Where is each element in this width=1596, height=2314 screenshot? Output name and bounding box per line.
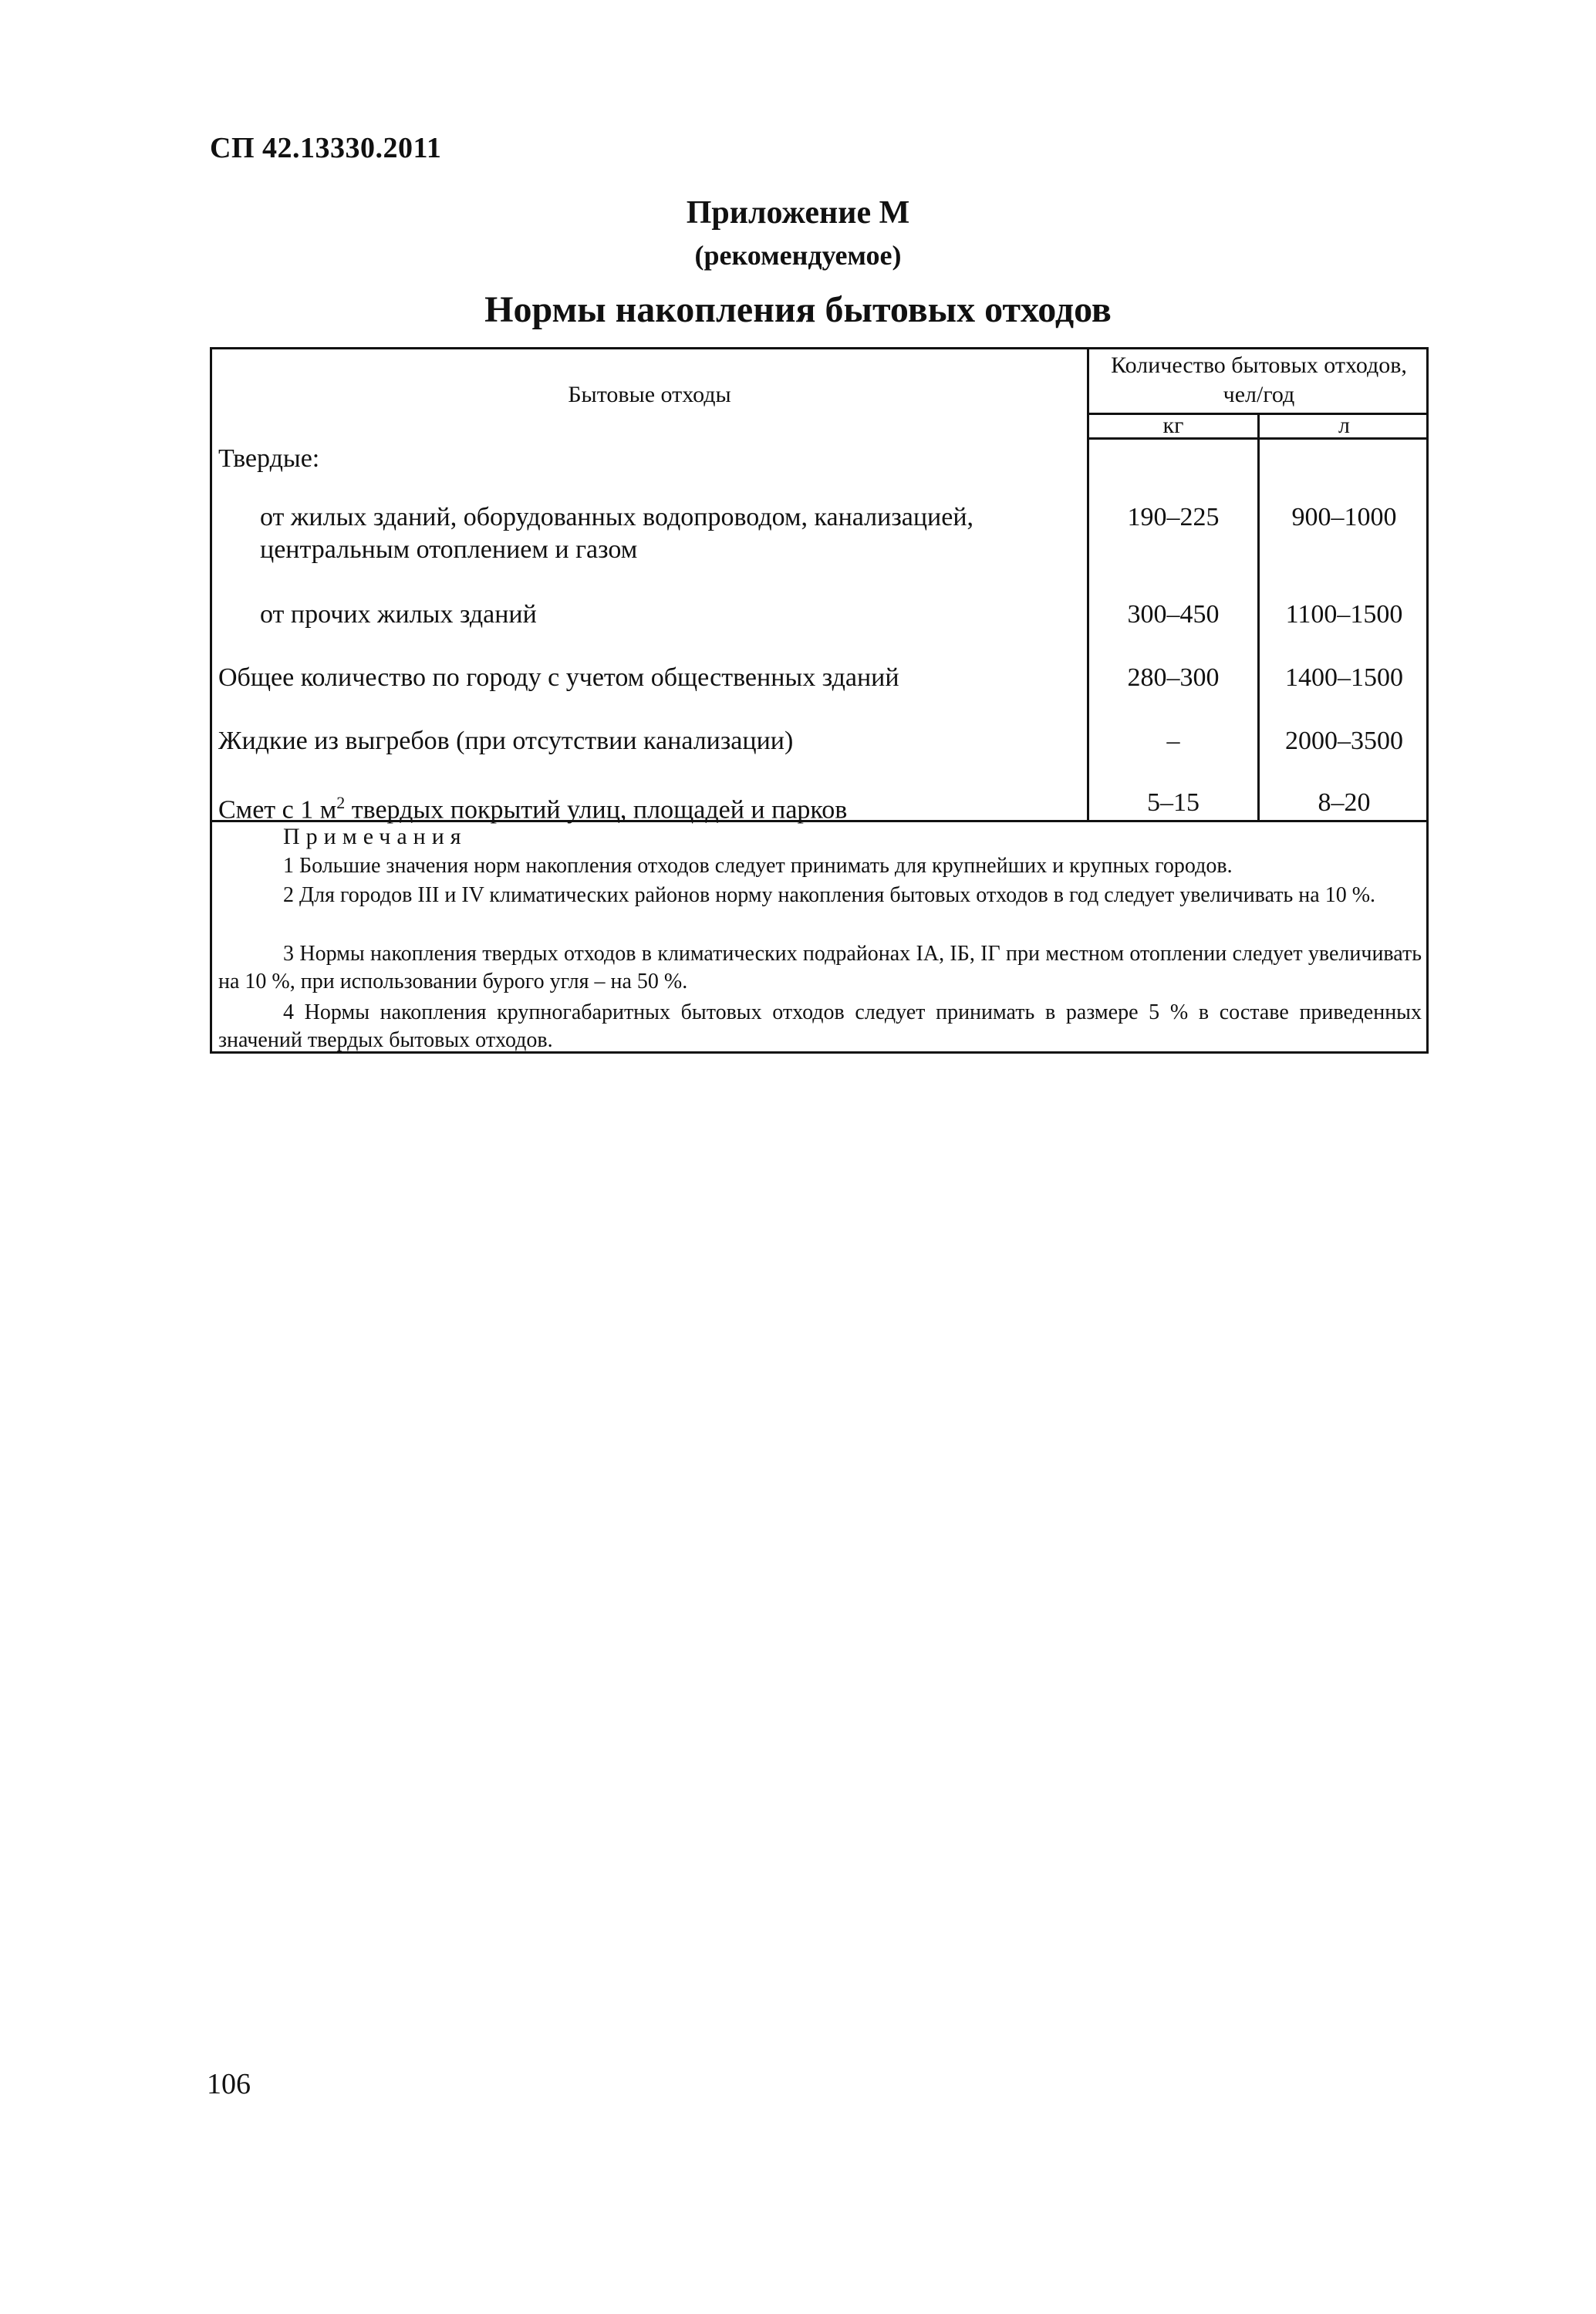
row-4-kg: – [1166, 727, 1180, 755]
row-4-label: Жидкие из выгребов (при отсутствии канализации) [218, 727, 794, 755]
row-2-label: от прочих жилых зданий [260, 600, 537, 629]
col-header-unit-kg: кг [1162, 413, 1184, 438]
col-header-quantity-2: чел/год [1223, 382, 1295, 407]
col-header-quantity-1: Количество бытовых отходов, [1111, 352, 1407, 378]
row-1-label-line1: от жилых зданий, оборудованных водопроводом, канализацией, [260, 503, 974, 531]
row-5-kg: 5–15 [1147, 788, 1200, 817]
row-2-l: 1100–1500 [1285, 600, 1403, 629]
col-header-unit-l: л [1338, 413, 1350, 438]
notes-heading: Примечания [283, 824, 467, 849]
row-5-label-sup: 2 [336, 793, 346, 812]
note-1: 1 Большие значения норм накопления отходов следует принимать для крупнейших и крупных городов. [283, 854, 1233, 878]
row-5-l: 8–20 [1318, 788, 1371, 817]
appendix-subtitle: (рекомендуемое) [694, 240, 902, 271]
row-5-label-pre: Смет с 1 м [218, 795, 337, 825]
note-2: 2 Для городов III и IV климатических районов норму накопления бытовых отходов в год следует увеличивать на 10 %. [283, 883, 1376, 907]
appendix-title: Приложение М [686, 195, 910, 231]
row-5-label-post: твердых покрытий улиц, площадей и парков [345, 795, 848, 825]
note-4: 4 Нормы накопления крупногабаритных бытовых отходов следует принимать в размере 5 % в составе приведенных значений твердых бытовых отходов. [218, 1000, 1422, 1052]
row-1-label-line2: центральным отоплением и газом [260, 535, 638, 564]
row-1-kg: 190–225 [1127, 503, 1220, 531]
row-4-l: 2000–3500 [1285, 727, 1403, 755]
page-title: Нормы накопления бытовых отходов [484, 289, 1112, 330]
row-5-label [218, 786, 847, 827]
col-header-waste: Бытовые отходы [568, 382, 731, 407]
note-3: 3 Нормы накопления твердых отходов в климатических подрайонах IА, IБ, IГ при местном отоплении следует увеличивать на 10 %, при использовании бурого угля – на 50 %. [218, 942, 1422, 993]
doc-code: СП 42.13330.2011 [210, 132, 442, 164]
row-1-l: 900–1000 [1291, 503, 1397, 531]
row-3-label: Общее количество по городу с учетом общественных зданий [218, 663, 899, 692]
waste-norms-table [210, 347, 1429, 1054]
group-solid-label: Твердые: [218, 444, 320, 473]
row-3-kg: 280–300 [1127, 663, 1220, 692]
page-number: 106 [207, 2068, 251, 2100]
row-2-kg: 300–450 [1127, 600, 1220, 629]
row-3-l: 1400–1500 [1285, 663, 1403, 692]
